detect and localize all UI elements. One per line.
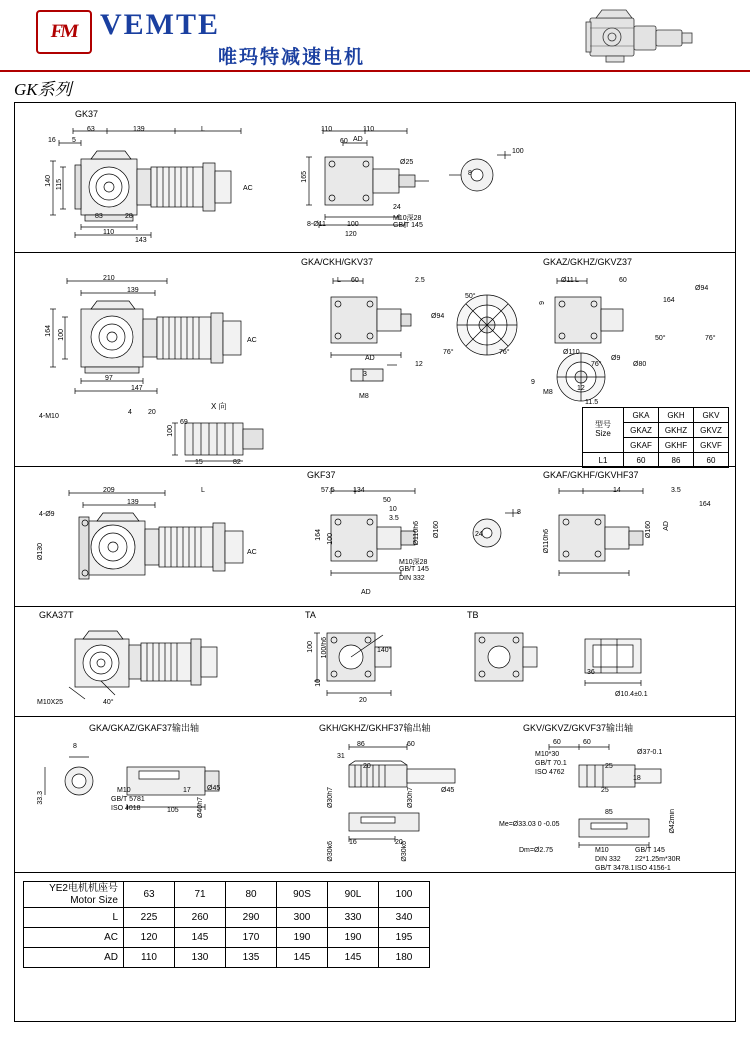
l1-row-label: L1	[583, 453, 624, 468]
dim-value: 147	[131, 385, 143, 392]
dim-value: 25	[605, 763, 613, 770]
page-header	[0, 0, 750, 99]
dim-value: Ø9	[611, 355, 621, 362]
l1-size-table	[582, 407, 729, 468]
dim-value: 164	[315, 529, 322, 541]
section-title-gkf37: GKF37	[307, 470, 336, 480]
dim-value: 5	[72, 137, 76, 144]
dim-note: Me=Ø33.03 0 -0.05	[499, 821, 560, 828]
dim-value: 20	[148, 409, 156, 416]
section-title-tb: TB	[467, 610, 479, 620]
dim-value: AC	[243, 185, 253, 192]
dim-note: ISO 4018	[111, 805, 141, 812]
dim-value: 20	[359, 697, 367, 704]
section-output-shafts	[15, 717, 735, 873]
table-row	[24, 928, 430, 948]
dim-value: 33.3	[37, 791, 44, 805]
dim-note: GB/T 70.1	[535, 760, 567, 767]
ad-80: 135	[226, 948, 277, 968]
dim-value: 9	[539, 301, 546, 305]
l-63: 225	[124, 908, 175, 928]
dim-value: 100	[58, 329, 65, 341]
section-gka37t	[15, 607, 735, 717]
brand-name-cn: 唯玛特减速电机	[218, 47, 366, 68]
dim-value: 24	[475, 531, 483, 538]
dim-note: GB/T 145	[399, 566, 429, 573]
gear-reducer-illustration-icon	[560, 6, 710, 66]
table-row	[24, 908, 430, 928]
dim-value: 20	[363, 763, 371, 770]
dim-value: 8	[73, 743, 77, 750]
motor-size-90s: 90S	[277, 882, 328, 908]
dim-value: 40°	[103, 699, 114, 706]
l-90l: 330	[328, 908, 379, 928]
dim-value: 120	[345, 231, 357, 238]
dim-value: Ø30k6	[401, 841, 408, 862]
ad-63: 110	[124, 948, 175, 968]
ad-71: 130	[175, 948, 226, 968]
ad-90s: 145	[277, 948, 328, 968]
dim-value: 210	[103, 275, 115, 282]
dim-value: 100	[512, 148, 524, 155]
dim-value: 17	[183, 787, 191, 794]
dim-value: 97	[105, 375, 113, 382]
dim-value: 165	[301, 171, 308, 183]
dim-value: 85	[605, 809, 613, 816]
dim-value: 31	[337, 753, 345, 760]
dim-value: 139	[127, 287, 139, 294]
dim-note: 24	[393, 204, 401, 211]
dim-value: M8	[543, 389, 553, 396]
dim-value: 50°	[465, 293, 476, 300]
dim-value: 50°	[655, 335, 666, 342]
dim-value: Ø94	[695, 285, 709, 292]
dim-value: 139	[127, 499, 139, 506]
table-row	[24, 882, 430, 908]
ac-90l: 190	[328, 928, 379, 948]
dim-value: Ø110	[563, 349, 580, 356]
motor-size-80: 80	[226, 882, 277, 908]
section-title-gka37t: GKA37T	[39, 610, 74, 620]
dim-value: 140	[45, 175, 52, 187]
dim-value: 60	[553, 739, 561, 746]
l1-value-2: 86	[659, 453, 694, 468]
logo-text: FM	[49, 21, 79, 42]
dim-value: Ø25	[400, 159, 414, 166]
dim-note: DIN 332	[595, 856, 621, 863]
dim-value: 164	[45, 325, 52, 337]
dim-value: 60	[619, 277, 627, 284]
dim-value: 110	[103, 229, 115, 236]
dim-value: 110	[321, 126, 333, 133]
dim-value: Ø45	[441, 787, 455, 794]
dim-value: AC	[247, 337, 257, 344]
motor-size-71: 71	[175, 882, 226, 908]
l1-value-3: 60	[694, 453, 729, 468]
dim-note: GB/T 3478.1	[595, 865, 635, 872]
section-title-gkaf37: GKAF/GKHF/GKVHF37	[543, 470, 639, 480]
section-title-gkh-output: GKH/GKHZ/GKHF37输出轴	[319, 723, 431, 733]
motor-size-label-cn: YE2电机机座号	[49, 883, 118, 894]
dim-value: 3.5	[671, 487, 681, 494]
dim-value: 3	[363, 371, 367, 378]
l-90s: 300	[277, 908, 328, 928]
l-71: 260	[175, 908, 226, 928]
dim-value: 10	[315, 679, 322, 687]
dim-value: 9	[531, 379, 535, 386]
l-80: 290	[226, 908, 277, 928]
dim-value: Ø10.4±0.1	[615, 691, 648, 698]
ac-100: 195	[379, 928, 430, 948]
dim-value: Ø160	[645, 521, 652, 539]
dim-value: 76°	[499, 349, 510, 356]
dim-value: 16	[48, 137, 56, 144]
series-title: GK系列	[14, 80, 72, 99]
motor-size-table	[23, 881, 430, 968]
motor-size-label-en: Motor Size	[70, 894, 118, 906]
dim-note: M10	[117, 787, 131, 794]
dim-value: 76°	[591, 361, 602, 368]
l1-col-3-r2: GKVZ	[694, 423, 729, 438]
dim-value: 10	[389, 506, 397, 513]
section-title-gk37: GK37	[75, 109, 99, 119]
l1-col-1-r2: GKAZ	[624, 423, 659, 438]
ac-71: 145	[175, 928, 226, 948]
dim-value: Ø45	[207, 785, 221, 792]
dim-value: 3.5	[389, 515, 399, 522]
dim-value: 8	[517, 509, 521, 516]
dim-value: Ø110h6	[543, 529, 550, 554]
dim-note: M10	[595, 847, 609, 854]
dim-value: 20	[395, 839, 403, 846]
dim-value: 4-M10	[39, 413, 59, 420]
dim-value: 16	[349, 839, 357, 846]
dim-value: 4-Ø9	[39, 511, 55, 518]
dim-value: 50	[383, 497, 391, 504]
dim-value: Ø110h6	[413, 521, 420, 546]
l1-col-2-r2: GKHZ	[659, 423, 694, 438]
dim-note: GB/T 5781	[111, 796, 145, 803]
l1-col-2-r1: GKH	[659, 408, 694, 423]
dim-value: 63	[87, 126, 95, 133]
dim-value: 83	[95, 213, 103, 220]
dim-value: 76°	[443, 349, 454, 356]
view-label-x: X 向	[211, 402, 227, 411]
dim-value: Ø37-0.1	[637, 749, 663, 756]
dim-value: Ø94	[431, 313, 445, 320]
dim-value: AD	[361, 589, 371, 596]
dim-value: 57.5	[321, 487, 335, 494]
dim-note: Dm=Ø2.75	[519, 847, 554, 854]
dim-value: Ø30h7	[407, 787, 414, 809]
dim-note: DIN 332	[399, 575, 425, 582]
dim-value: 36	[587, 669, 595, 676]
ac-63: 120	[124, 928, 175, 948]
dim-note: M10深28	[393, 215, 422, 222]
dim-value: 143	[135, 237, 147, 244]
dim-value: 82	[233, 459, 241, 466]
dim-value: 134	[353, 487, 365, 494]
dim-value: Ø11	[561, 277, 574, 284]
l1-col-3-r3: GKVF	[694, 438, 729, 453]
dim-value: Ø30h7	[327, 787, 334, 809]
dim-value: 15	[195, 459, 203, 466]
row-label-ac: AC	[24, 928, 124, 948]
dim-note: GB/T 145	[393, 222, 423, 229]
dim-value: AD	[365, 355, 375, 362]
dim-value: 14	[613, 487, 621, 494]
dim-value: M8	[359, 393, 369, 400]
l1-col-1-r1: GKA	[624, 408, 659, 423]
dim-value: 115	[56, 179, 63, 191]
section-title-gkv-output: GKV/GKVZ/GKVF37输出轴	[523, 723, 634, 733]
dim-value: 164	[663, 297, 675, 304]
dim-note: ISO 4156-1	[635, 865, 671, 872]
dim-value: 140°	[377, 647, 392, 654]
l1-table-header-cn: 型号	[595, 420, 611, 430]
section-title-gka-output: GKA/GKAZ/GKAF37输出轴	[89, 723, 200, 733]
dim-value: 60	[351, 277, 359, 284]
dim-value: Ø80	[633, 361, 647, 368]
l-100: 340	[379, 908, 430, 928]
dim-value: 8	[468, 170, 472, 177]
motor-size-100: 100	[379, 882, 430, 908]
brand-name-en: VEMTE	[100, 8, 221, 41]
dim-value: 69	[180, 419, 188, 426]
dim-value: L	[575, 277, 579, 284]
dim-value: 60	[340, 138, 348, 145]
l1-col-2-r3: GKHF	[659, 438, 694, 453]
dim-value: 11.5	[585, 399, 599, 406]
dim-note: M10X25	[37, 699, 64, 706]
dim-value: 28	[125, 213, 133, 220]
dim-value: 12	[415, 361, 423, 368]
dim-value: 18	[633, 775, 641, 782]
dim-value: 4	[128, 409, 132, 416]
dim-value: AD	[663, 521, 670, 531]
l1-col-3-r1: GKV	[694, 408, 729, 423]
dim-value: Ø30k6	[327, 841, 334, 862]
section-gkf37	[15, 467, 735, 607]
dim-value: 105	[167, 807, 179, 814]
dim-value: L	[201, 487, 205, 494]
section-title-ta: TA	[305, 610, 316, 620]
dim-value: 76°	[705, 335, 716, 342]
row-label-l: L	[24, 908, 124, 928]
l1-table-header-en: Size	[595, 429, 611, 438]
table-row	[24, 948, 430, 968]
dim-value: AD	[353, 136, 363, 143]
dim-note: 22*1.25m*30R	[635, 856, 681, 863]
dim-value: 8-Ø11	[307, 221, 326, 228]
section-motor-table	[15, 873, 735, 1021]
l1-col-1-r3: GKAF	[624, 438, 659, 453]
dim-value: 2.5	[415, 277, 425, 284]
dim-value: 139	[133, 126, 145, 133]
dim-note: M10*30	[535, 751, 560, 758]
row-label-ad: AD	[24, 948, 124, 968]
dim-value: 100	[327, 533, 334, 545]
ac-80: 170	[226, 928, 277, 948]
section-gka-ckh-gkv37	[15, 253, 735, 467]
dim-value: 86	[357, 741, 365, 748]
dim-value: 209	[103, 487, 115, 494]
dim-value: 60	[407, 741, 415, 748]
dim-value: L	[337, 277, 341, 284]
dim-value: 100/h6	[321, 637, 328, 659]
dim-value: 164	[699, 501, 711, 508]
dim-value: 100	[167, 425, 174, 437]
dim-value: L	[201, 126, 205, 133]
dim-value: Ø42min	[669, 809, 676, 834]
dim-value: AC	[247, 549, 257, 556]
dim-value: 25	[601, 787, 609, 794]
dim-value: Ø40h7	[197, 797, 204, 819]
ac-90s: 190	[277, 928, 328, 948]
dim-value: 110	[363, 126, 375, 133]
section-gk37	[15, 103, 735, 253]
dim-value: 100	[347, 221, 359, 228]
dim-value: 60	[583, 739, 591, 746]
ad-90l: 145	[328, 948, 379, 968]
dim-value: Ø130	[37, 543, 44, 561]
l1-value-1: 60	[624, 453, 659, 468]
dim-note: M10深28	[399, 559, 428, 566]
dim-value: 12	[577, 385, 585, 392]
motor-size-63: 63	[124, 882, 175, 908]
dim-note: GB/T 145	[635, 847, 665, 854]
section-title-gkaz: GKAZ/GKHZ/GKVZ37	[543, 257, 633, 267]
motor-size-90l: 90L	[328, 882, 379, 908]
dim-value: Ø160	[433, 521, 440, 539]
dim-note: ISO 4762	[535, 769, 565, 776]
company-logo	[36, 10, 92, 54]
dim-value: 100	[307, 641, 314, 653]
drawing-sheet	[14, 102, 736, 1022]
ad-100: 180	[379, 948, 430, 968]
section-title-gka: GKA/CKH/GKV37	[301, 257, 374, 267]
